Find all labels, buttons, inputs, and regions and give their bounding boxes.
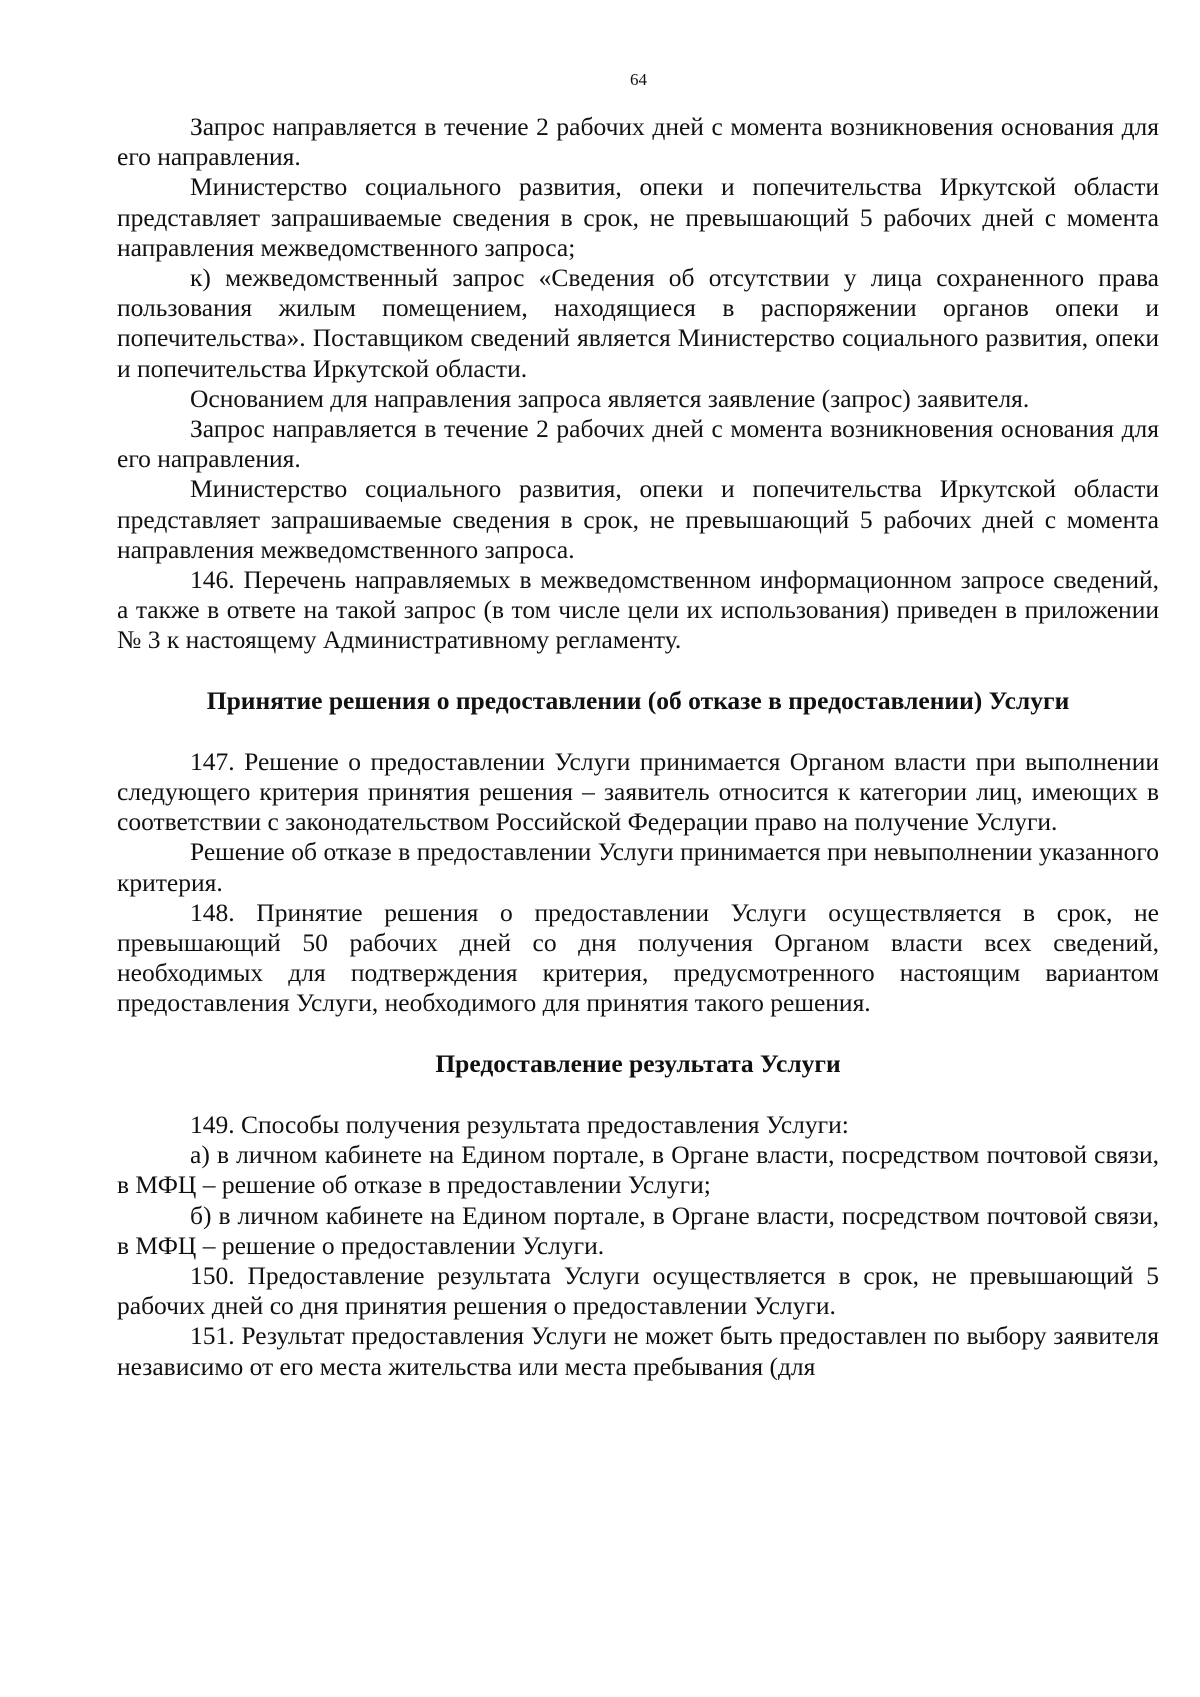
section-heading-decision: Принятие решения о предоставлении (об отказе в предоставлении) Услуги xyxy=(206,685,1070,715)
paragraph: а) в личном кабинете на Едином портале, в Органе власти, посредством почтовой связи, в МФЦ – решение об отказе в предоставлении Услуги; xyxy=(117,1140,1159,1200)
paragraph: 151. Результат предоставления Услуги не может быть предоставлен по выбору заявителя независимо от его места жительства или места пребывания (для xyxy=(117,1321,1159,1381)
paragraph: Запрос направляется в течение 2 рабочих дней с момента возникновения основания для его направления. xyxy=(117,112,1159,172)
paragraph: 150. Предоставление результата Услуги осуществляется в срок, не превышающий 5 рабочих дней со дня принятия решения о предоставлении Услуги. xyxy=(117,1260,1159,1321)
spacer xyxy=(117,656,1159,686)
paragraph: Запрос направляется в течение 2 рабочих дней с момента возникновения основания для его направления. xyxy=(117,414,1159,474)
paragraph: б) в личном кабинете на Едином портале, в Органе власти, посредством почтовой связи, в МФЦ – решение о предоставлении Услуги. xyxy=(117,1200,1159,1260)
paragraph: Решение об отказе в предоставлении Услуги принимается при невыполнении указанного критерия. xyxy=(117,837,1159,897)
paragraph: 148. Принятие решения о предоставлении Услуги осуществляется в срок, не превышающий 50 рабочих дней со дня получения Органом власти всех сведений, необходимых для подтверждения критерия, предусмотренного настоящим вариантом предоставления Услуги, необходимого для принятия такого решения. xyxy=(117,897,1159,1018)
document-body xyxy=(117,112,1159,1382)
spacer xyxy=(117,1019,1159,1049)
paragraph: Министерство социального развития, опеки и попечительства Иркутской области представляет запрашиваемые сведения в срок, не превышающий 5 рабочих дней с момента направления межведомственного запроса. xyxy=(117,474,1159,564)
paragraph: 146. Перечень направляемых в межведомственном информационном запросе сведений, а также в ответе на такой запрос (в том числе цели их использования) приведен в приложении № 3 к настоящему Административному регламенту. xyxy=(117,565,1159,655)
paragraph: Министерство социального развития, опеки и попечительства Иркутской области представляет запрашиваемые сведения в срок, не превышающий 5 рабочих дней с момента направления межведомственного запроса; xyxy=(117,172,1159,262)
section-heading-result: Предоставление результата Услуги xyxy=(435,1048,841,1078)
paragraph: 149. Способы получения результата предоставления Услуги: xyxy=(190,1109,849,1139)
spacer xyxy=(117,716,1159,747)
page-number: 64 xyxy=(630,70,647,89)
spacer xyxy=(117,1079,1159,1110)
paragraph: Основанием для направления запроса является заявление (запрос) заявителя. xyxy=(190,383,1030,413)
paragraph: 147. Решение о предоставлении Услуги принимается Органом власти при выполнении следующего критерия принятия решения – заявитель относится к категории лиц, имеющих в соответствии с законодательством Российской Федерации право на получение Услуги. xyxy=(117,746,1159,837)
paragraph: к) межведомственный запрос «Сведения об отсутствии у лица сохраненного права пользования жилым помещением, находящиеся в распоряжении органов опеки и попечительства». Поставщиком сведений является Министерство социального развития, опеки и попечительства Иркутской области. xyxy=(117,263,1159,383)
